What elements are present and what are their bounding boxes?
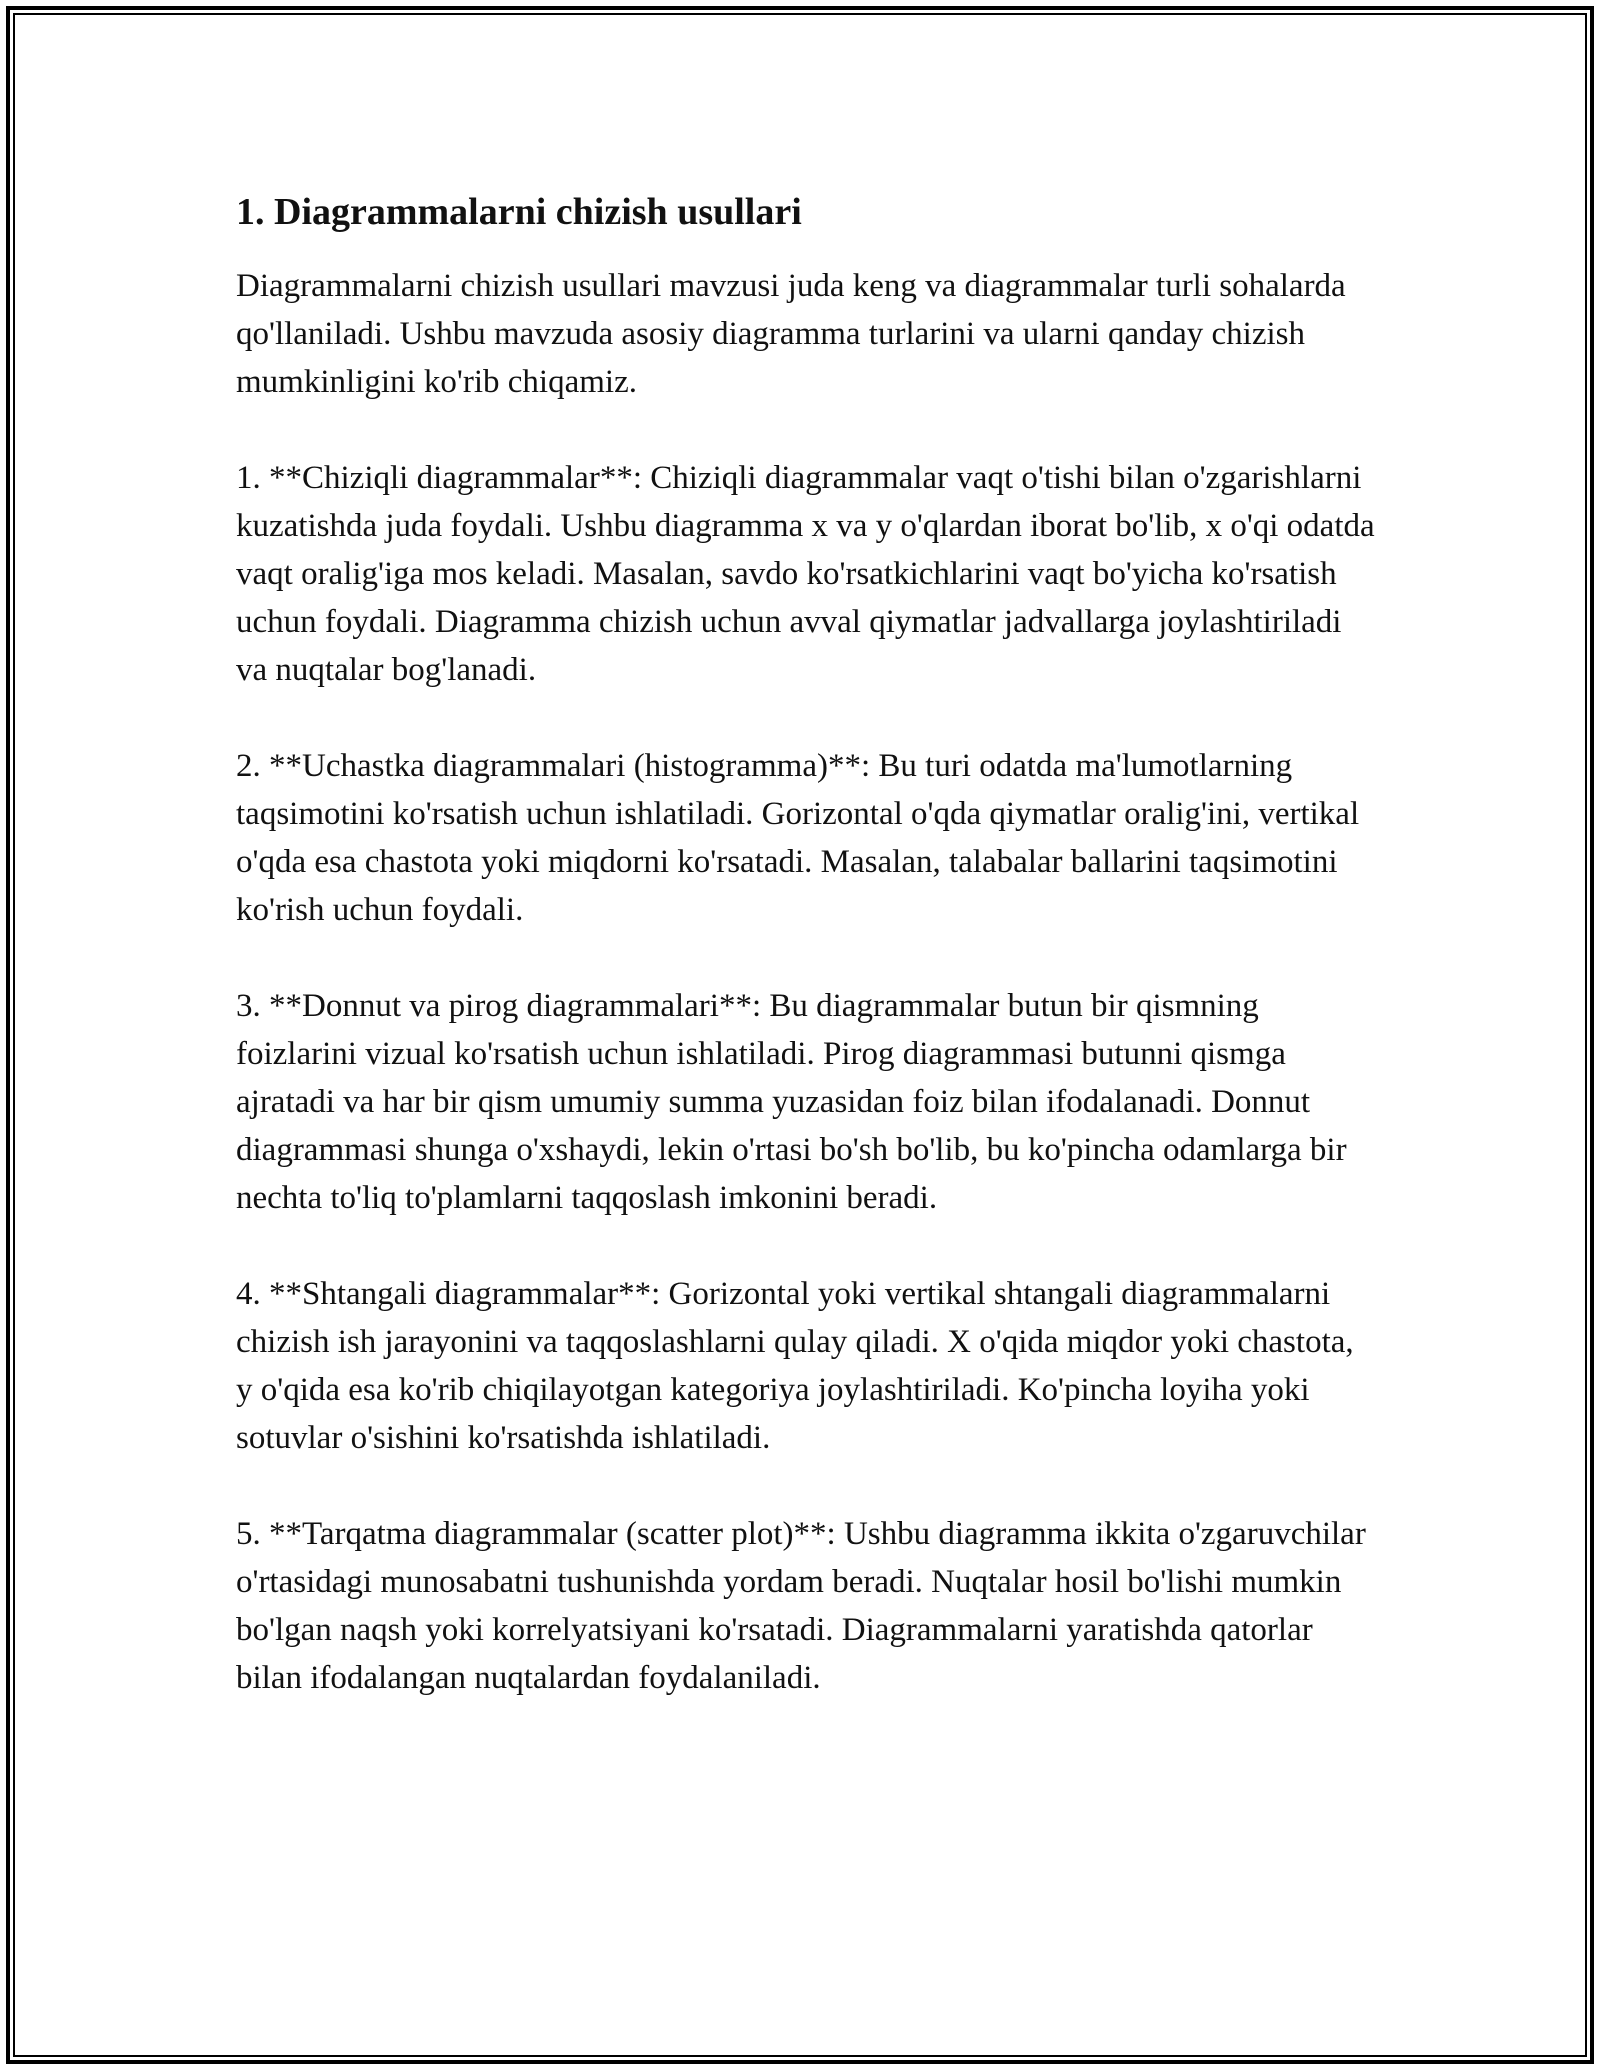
- paragraph-histograms: 2. **Uchastka diagrammalari (histogramma)**: Bu turi odatda ma'lumotlarning taqsimotini ko'rsatish uchun ishlatiladi. Gorizontal o'qda qiymatlar oralig'ini, vertikal o'qda esa chastota yoki miqdorni ko'rsatadi. Masalan, talabalar ballarini taqsimotini ko'rish uchun foydali.: [236, 748, 1360, 928]
- paragraph-donut-pie-charts: 3. **Donnut va pirog diagrammalari**: Bu diagrammalar butun bir qismning foizlarini vizual ko'rsatish uchun ishlatiladi. Pirog diagrammasi butunni qismga ajratadi va har bir qism umumiy summa yuzasidan foiz bilan ifodalanadi. Donnut diagrammasi shunga o'xshaydi, lekin o'rtasi bo'sh bo'lib, bu ko'pincha odamlarga bir nechta to'liq to'plamlarni taqqoslash imkonini beradi.: [236, 988, 1347, 1216]
- paragraph-line-charts: 1. **Chiziqli diagrammalar**: Chiziqli diagrammalar vaqt o'tishi bilan o'zgarishlarni kuzatishda juda foydali. Ushbu diagramma x va y o'qlardan iborat bo'lib, x o'qi odatda vaqt oralig'iga mos keladi. Masalan, savdo ko'rsatkichlarini vaqt bo'yicha ko'rsatish uchun foydali. Diagramma chizish uchun avval qiymatlar jadvallarga joylashtiriladi va nuqtalar bog'lanadi.: [236, 460, 1375, 688]
- paragraph-scatter-plots: 5. **Tarqatma diagrammalar (scatter plot)**: Ushbu diagramma ikkita o'zgaruvchilar o'rtasidagi munosabatni tushunishda yordam beradi. Nuqtalar hosil bo'lishi mumkin bo'lgan naqsh yoki korrelyatsiyani ko'rsatadi. Diagrammalarni yaratishda qatorlar bilan ifodalangan nuqtalardan foydalaniladi.: [236, 1516, 1366, 1696]
- document-title: 1. Diagrammalarni chizish usullari: [236, 191, 802, 233]
- intro-paragraph: Diagrammalarni chizish usullari mavzusi juda keng va diagrammalar turli sohalarda qo'llaniladi. Ushbu mavzuda asosiy diagramma turlarini va ularni qanday chizish mumkinligini ko'rib chiqamiz.: [236, 268, 1346, 400]
- document-body: [236, 184, 1376, 1750]
- paragraph-bar-charts: 4. **Shtangali diagrammalar**: Gorizontal yoki vertikal shtangali diagrammalarni chizish ish jarayonini va taqqoslashlarni qulay qiladi. X o'qida miqdor yoki chastota, y o'qida esa ko'rib chiqilayotgan kategoriya joylashtiriladi. Ko'pincha loyiha yoki sotuvlar o'sishini ko'rsatishda ishlatiladi.: [236, 1276, 1354, 1456]
